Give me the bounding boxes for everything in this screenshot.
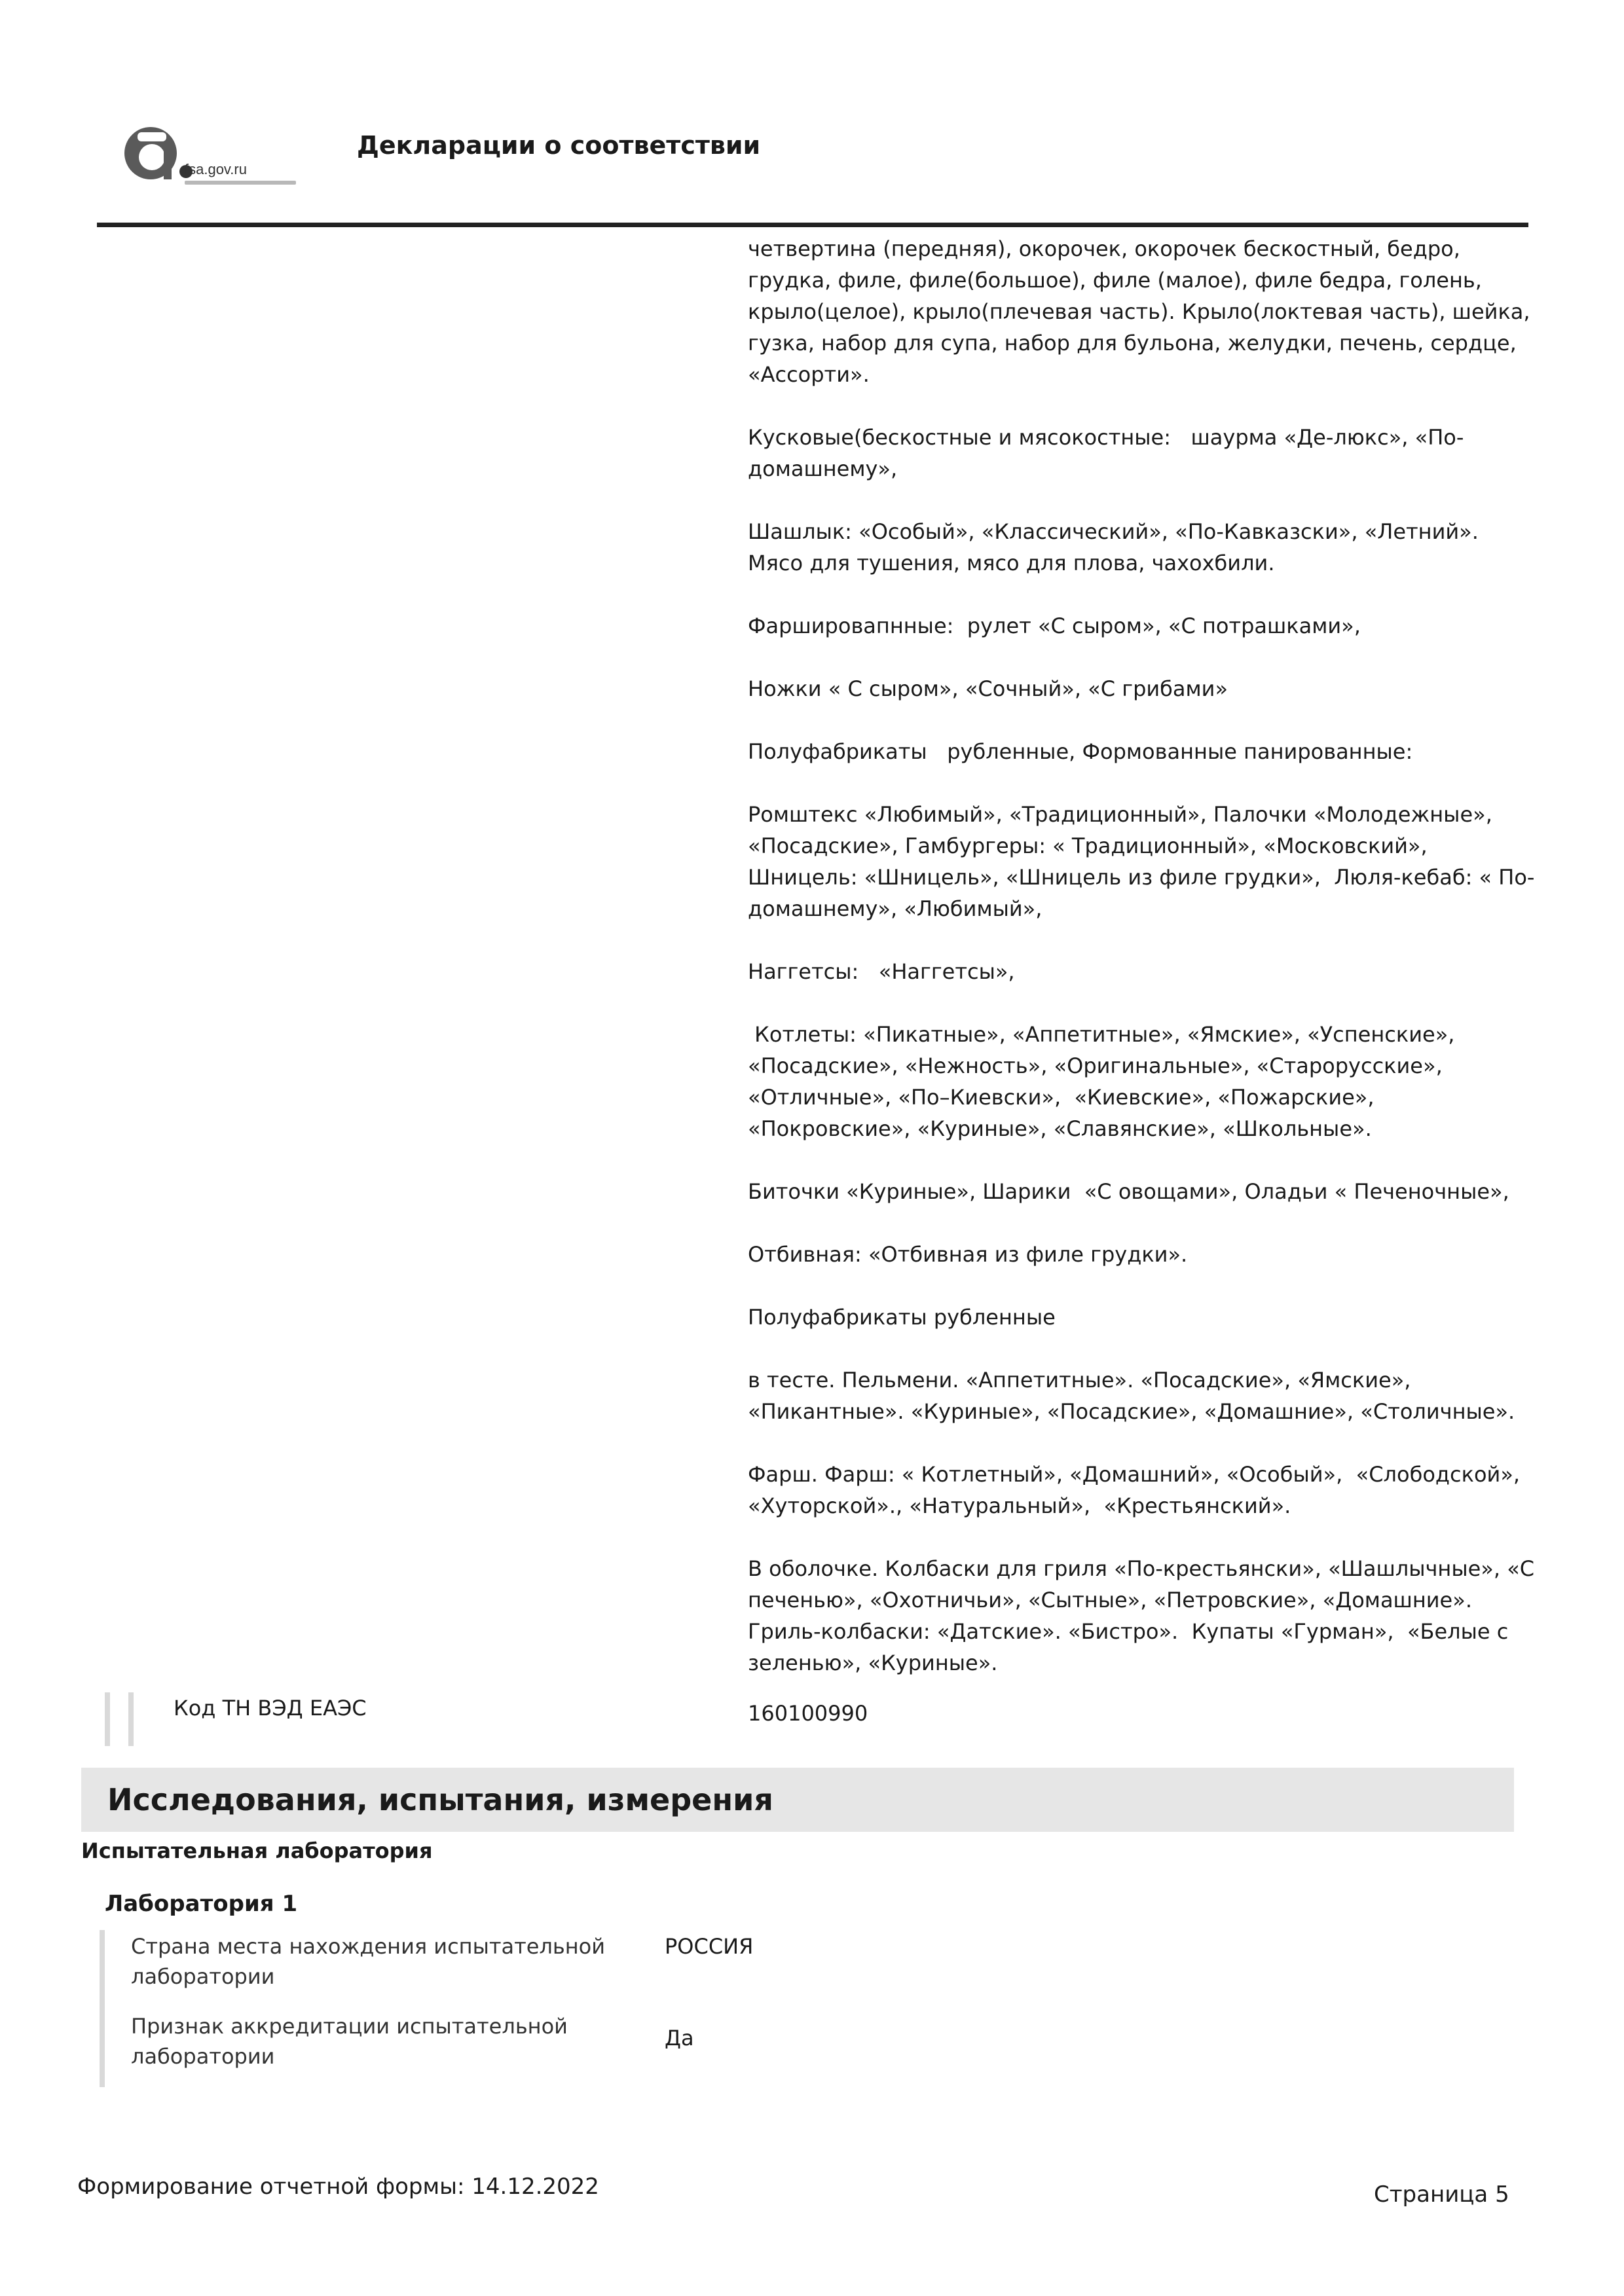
section-header xyxy=(81,1768,1514,1832)
lab-heading: Испытательная лаборатория xyxy=(81,1838,433,1863)
field-value: Да xyxy=(665,2026,694,2050)
section-title: Исследования, испытания, измерения xyxy=(107,1782,773,1817)
description-paragraph: Наггетсы: «Наггетсы», xyxy=(748,959,1015,984)
field-marker xyxy=(105,1692,110,1746)
field-value: РОССИЯ xyxy=(665,1934,754,1959)
description-paragraph: Шашлык: «Особый», «Классический», «По-Кавказски», «Летний». Мясо для тушения, мясо для плова, чахохбили. xyxy=(748,519,1479,575)
field-label: Страна места нахождения испытательной лаборатории xyxy=(131,1934,606,1989)
description-paragraph: В оболочке. Колбаски для гриля «По-крестьянски», «Шашлычные», «С печенью», «Охотничьи», «Сытные», «Петровские», «Домашние». Гриль-колбаски: «Датские». «Бистро». Купаты «Гурман», «Белые с зеленью», «Куриные». xyxy=(748,1556,1535,1675)
description-paragraph: Фаршировапнные: рулет «С сыром», «С потрашками», xyxy=(748,613,1361,638)
description-paragraph: в тесте. Пельмени. «Аппетитные». «Посадские», «Ямские», «Пикантные». «Куриные», «Посадские», «Домашние», «Столичные». xyxy=(748,1368,1515,1424)
field-label: Признак аккредитации испытательной лаборатории xyxy=(131,2014,568,2069)
description-paragraph: Ножки « С сыром», «Сочный», «С грибами» xyxy=(748,676,1228,701)
lab-name: Лаборатория 1 xyxy=(105,1891,298,1917)
tnved-value: 160100990 xyxy=(748,1701,868,1726)
page-number: Страница 5 xyxy=(1374,2181,1509,2208)
description-paragraph: четвертина (передняя), окорочек, окорочек бескостный, бедро, грудка, филе, филе(большое), филе (малое), филе бедра, голень, крыло(целое), крыло(плечевая часть). Крыло(локтевая часть), шейка, гузка, набор для супа, набор для бульона, желудки, печень, сердце, «Ассорти». xyxy=(748,236,1530,387)
logo-tagline xyxy=(185,181,296,185)
field-marker xyxy=(100,1930,105,2087)
description-paragraph: Полуфабрикаты рубленные xyxy=(748,1305,1056,1330)
description-paragraph: Биточки «Куриные», Шарики «С овощами», Оладьи « Печеночные», xyxy=(748,1179,1509,1204)
description-paragraph: Ромштекс «Любимый», «Традиционный», Палочки «Молодежные», «Посадские», Гамбургеры: « Традиционный», «Московский», Шницель: «Шницель», «Шницель из филе грудки», Люля-кебаб: « По- домашнему», «Любимый», xyxy=(748,802,1535,921)
report-generated-date: Формирование отчетной формы: 14.12.2022 xyxy=(77,2174,599,2200)
header-divider xyxy=(97,223,1528,227)
logo-text: fsa.gov.ru xyxy=(185,161,247,177)
description-paragraph: Кусковые(бескостные и мясокостные: шаурма «Де-люкс», «По- домашнему», xyxy=(748,425,1464,481)
product-description xyxy=(748,233,1547,1679)
tnved-label: Код ТН ВЭД ЕАЭС xyxy=(174,1696,367,1721)
description-paragraph: Отбивная: «Отбивная из филе грудки». xyxy=(748,1242,1188,1267)
field-marker xyxy=(128,1692,134,1746)
description-paragraph: Котлеты: «Пикатные», «Аппетитные», «Ямские», «Успенские», «Посадские», «Нежность», «Оригинальные», «Старорусские», «Отличные», «По–Киевски», «Киевские», «Пожарские», «Покровские», «Куриные», «Славянские», «Школьные». xyxy=(748,1022,1455,1141)
page-title: Декларации о соответствии xyxy=(357,131,761,160)
description-paragraph: Полуфабрикаты рубленные, Формованные панированные: xyxy=(748,739,1413,764)
description-paragraph: Фарш. Фарш: « Котлетный», «Домашний», «Особый», «Слободской», «Хуторской»., «Натуральный», «Крестьянский». xyxy=(748,1462,1521,1518)
